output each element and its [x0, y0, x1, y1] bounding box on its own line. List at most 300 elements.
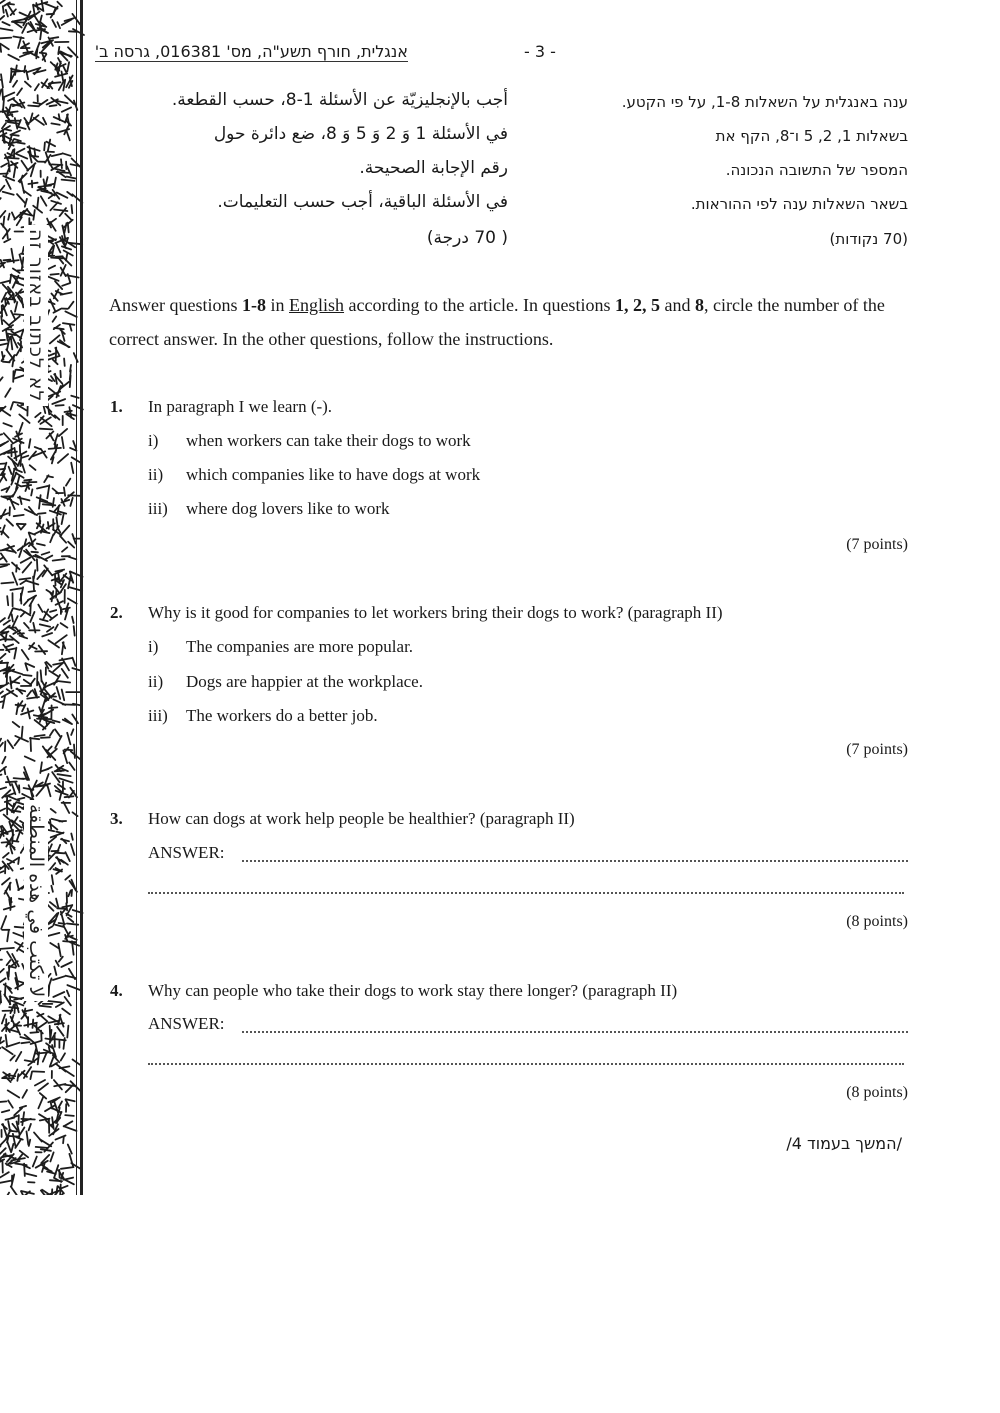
margin-stroke	[71, 834, 73, 840]
margin-stroke	[65, 997, 71, 1006]
margin-stroke	[57, 1027, 64, 1036]
arabic-line-1: أجب بالإنجليزيّة عن الأسئلة 1-8، حسب القطعة.	[171, 90, 508, 110]
margin-stroke	[67, 62, 69, 71]
margin-stroke	[63, 66, 66, 73]
margin-stroke	[9, 966, 10, 977]
margin-stroke	[39, 495, 41, 508]
margin-stroke	[14, 294, 15, 303]
margin-stroke	[1, 164, 7, 167]
margin-stroke	[64, 487, 65, 495]
margin-stroke	[7, 519, 14, 525]
margin-stroke	[10, 677, 11, 688]
margin-stroke	[48, 747, 52, 751]
margin-stroke	[7, 1142, 11, 1152]
margin-stroke	[0, 743, 3, 751]
margin-stroke	[5, 800, 11, 802]
margin-stroke	[50, 299, 55, 310]
margin-stroke	[18, 127, 26, 129]
option-label[interactable]: i)	[148, 637, 159, 656]
margin-stroke	[51, 809, 56, 813]
margin-stroke	[52, 875, 53, 884]
margin-stroke	[0, 377, 3, 384]
margin-stroke	[36, 787, 43, 796]
intro-instructions	[109, 288, 909, 356]
margin-stroke	[53, 976, 65, 980]
margin-stroke	[22, 456, 28, 458]
margin-pattern	[0, 0, 86, 1195]
margin-stroke	[34, 1132, 42, 1141]
intro-text-3: according to the article. In questions	[344, 295, 615, 315]
intro-underlined-language: English	[289, 295, 345, 315]
margin-stroke	[0, 871, 4, 874]
margin-stroke	[20, 1106, 26, 1108]
margin-stroke	[61, 962, 72, 967]
hebrew-line-1: ענה באנגלית על השאלות 1-8, על פי הקטע.	[621, 93, 908, 111]
margin-stroke	[0, 343, 8, 346]
margin-stroke	[55, 281, 62, 289]
margin-stroke	[2, 123, 6, 128]
margin-stroke	[17, 831, 20, 841]
margin-stroke	[20, 454, 21, 466]
question-number: 4.	[110, 981, 123, 1000]
option-text: where dog lovers like to work	[186, 499, 390, 518]
margin-stroke	[47, 785, 50, 796]
margin-stroke	[1, 916, 6, 929]
margin-stroke	[22, 181, 25, 193]
arabic-line-4: في الأسئلة الباقية، أجب حسب التعليمات.	[217, 192, 508, 212]
margin-stroke	[59, 778, 72, 782]
margin-stroke	[68, 1145, 72, 1154]
margin-stroke	[67, 991, 69, 997]
margin-stroke	[33, 1157, 37, 1167]
margin-stroke	[0, 787, 6, 790]
margin-stroke	[2, 878, 10, 884]
margin-stroke	[0, 44, 1, 52]
question-number: 1.	[110, 397, 123, 416]
margin-stroke	[36, 1147, 48, 1148]
margin-stroke	[8, 1090, 20, 1097]
margin-stroke	[66, 479, 70, 486]
margin-stroke	[42, 633, 52, 636]
margin-stroke	[0, 663, 8, 664]
margin-stroke	[41, 670, 42, 681]
margin-stroke	[55, 736, 61, 748]
arabic-line-3: رقم الإجابة الصحيحة.	[359, 158, 508, 178]
margin-stroke	[8, 740, 14, 748]
margin-stroke	[72, 205, 73, 213]
margin-stroke	[62, 72, 64, 82]
margin-stroke	[44, 565, 52, 575]
margin-stroke	[0, 992, 1, 1003]
margin-stroke	[28, 106, 39, 107]
margin-stroke	[20, 636, 28, 639]
margin-stroke	[50, 105, 57, 106]
margin-stroke	[11, 337, 13, 350]
option-text: The companies are more popular.	[186, 637, 414, 656]
margin-stroke	[2, 1015, 5, 1024]
margin-stroke	[38, 605, 42, 612]
margin-stroke	[57, 2, 62, 7]
margin-stroke	[11, 68, 12, 82]
option-text: which companies like to have dogs at work	[186, 465, 481, 484]
margin-stroke	[63, 153, 71, 156]
margin-stroke	[23, 562, 32, 572]
margin-stroke	[10, 847, 12, 854]
margin-stroke	[62, 669, 68, 678]
margin-stroke	[0, 775, 1, 777]
margin-stroke	[47, 485, 49, 498]
margin-stroke	[3, 98, 4, 112]
margin-stroke	[62, 547, 67, 551]
margin-stroke	[60, 1185, 61, 1196]
margin-stroke	[73, 658, 76, 666]
margin-strip	[0, 0, 86, 1195]
margin-stroke	[48, 1001, 62, 1003]
continued-note: /המשך בעמוד 4/	[786, 1134, 902, 1153]
margin-stroke	[66, 976, 76, 978]
margin-stroke	[12, 671, 22, 674]
margin-stroke	[64, 1121, 73, 1126]
margin-stroke	[11, 142, 19, 143]
margin-stroke	[53, 559, 65, 561]
margin-stroke	[0, 978, 6, 983]
margin-stroke	[22, 1112, 24, 1125]
margin-stroke	[55, 853, 64, 854]
margin-stroke	[17, 1074, 18, 1081]
margin-stroke	[66, 131, 69, 141]
margin-stroke	[14, 149, 15, 157]
answer-label: ANSWER:	[148, 843, 225, 862]
margin-stroke	[28, 709, 30, 719]
margin-stroke	[0, 434, 2, 436]
option-label[interactable]: i)	[148, 431, 159, 450]
margin-stroke	[50, 434, 54, 441]
arabic-line-2: في الأسئلة 1 وَ 2 وَ 5 وَ 8، ضع دائرة حول	[213, 124, 508, 144]
question-points: (7 points)	[846, 536, 908, 553]
margin-stroke	[58, 681, 70, 682]
hebrew-line-4: בשאר השאלות ענה לפי ההוראות.	[690, 195, 908, 213]
answer-line-1[interactable]	[242, 860, 908, 862]
margin-stroke	[31, 489, 32, 495]
margin-stroke	[56, 635, 67, 643]
margin-stroke	[54, 1165, 58, 1178]
margin-stroke	[71, 463, 73, 473]
margin-stroke	[33, 210, 34, 220]
option-label[interactable]: ii)	[148, 465, 164, 484]
margin-stroke	[10, 1056, 14, 1061]
margin-stroke	[67, 166, 71, 175]
margin-stroke	[38, 1023, 46, 1029]
margin-stroke	[47, 627, 54, 632]
margin-stroke	[74, 745, 75, 759]
margin-stroke	[51, 258, 63, 259]
margin-stroke	[24, 66, 25, 72]
margin-stroke	[0, 809, 5, 814]
option-label[interactable]: iii)	[148, 706, 168, 725]
margin-stroke	[62, 690, 64, 701]
option-text: when workers can take their dogs to work	[186, 431, 471, 450]
margin-stroke	[50, 1152, 53, 1161]
margin-stroke	[71, 396, 78, 398]
margin-stroke	[3, 532, 9, 538]
margin-stroke	[51, 274, 59, 275]
margin-stroke	[58, 454, 68, 463]
margin-stroke	[4, 906, 15, 909]
margin-stroke	[38, 513, 46, 514]
margin-stroke	[22, 650, 29, 660]
margin-stroke	[24, 788, 34, 790]
margin-stroke	[49, 354, 55, 356]
margin-stroke	[50, 902, 56, 907]
margin-stroke	[0, 948, 14, 949]
margin-stroke	[3, 176, 14, 181]
question-number: 2.	[110, 603, 123, 622]
answer-line-2[interactable]	[148, 1063, 904, 1065]
intro-bold-last: 8	[694, 295, 704, 315]
margin-stroke	[5, 983, 6, 996]
hebrew-points: (70 נקודות)	[829, 230, 908, 248]
margin-stroke	[7, 802, 12, 806]
margin-stroke	[7, 596, 8, 605]
margin-stroke	[57, 687, 61, 699]
margin-stroke	[8, 55, 19, 60]
margin-stroke	[56, 348, 57, 362]
margin-stroke	[54, 328, 63, 329]
margin-stroke	[24, 623, 29, 628]
margin-arabic-note: لا تكتب في هذه المنطقة	[24, 800, 48, 1001]
margin-stroke	[49, 448, 61, 449]
margin-stroke	[31, 738, 32, 751]
margin-stroke	[16, 1052, 21, 1061]
margin-stroke	[60, 793, 62, 800]
margin-stroke	[5, 1076, 11, 1082]
margin-stroke	[35, 447, 41, 449]
margin-stroke	[38, 1096, 43, 1108]
margin-stroke	[17, 194, 26, 204]
margin-stroke	[8, 122, 19, 124]
option-text: The workers do a better job.	[186, 706, 378, 725]
margin-stroke	[6, 180, 11, 189]
margin-stroke	[12, 841, 18, 842]
margin-stroke	[0, 565, 7, 567]
question-points: (8 points)	[846, 913, 908, 930]
margin-stroke	[62, 513, 64, 524]
margin-stroke	[53, 317, 57, 322]
margin-stroke	[64, 359, 65, 366]
margin-stroke	[58, 47, 59, 54]
margin-stroke	[67, 733, 70, 744]
question-points: (8 points)	[846, 1084, 908, 1101]
margin-stroke	[3, 192, 14, 195]
margin-stroke	[74, 626, 75, 636]
margin-stroke	[13, 37, 23, 39]
margin-stroke	[7, 930, 9, 941]
margin-stroke	[4, 768, 5, 774]
margin-stroke	[49, 985, 50, 995]
margin-stroke	[58, 845, 61, 851]
margin-stroke	[48, 522, 49, 529]
margin-stroke	[60, 208, 66, 216]
margin-stroke	[35, 84, 39, 90]
margin-stroke	[30, 738, 39, 739]
margin-stroke	[18, 37, 21, 48]
margin-stroke	[9, 467, 12, 474]
margin-stroke	[55, 729, 60, 736]
margin-stroke	[10, 1005, 14, 1014]
margin-stroke	[49, 266, 56, 269]
margin-stroke	[17, 149, 25, 153]
margin-border-line-inner	[76, 0, 77, 1195]
margin-stroke	[22, 485, 32, 486]
margin-stroke	[20, 580, 26, 584]
margin-stroke	[64, 1038, 65, 1049]
margin-stroke	[41, 196, 47, 205]
margin-stroke	[49, 707, 57, 708]
margin-stroke	[7, 952, 11, 958]
margin-stroke	[11, 1187, 19, 1196]
margin-stroke	[59, 1101, 62, 1107]
margin-stroke	[38, 1083, 48, 1090]
margin-stroke	[56, 1186, 57, 1193]
margin-stroke	[2, 757, 5, 764]
intro-text-4: and	[659, 295, 695, 315]
margin-stroke	[68, 890, 70, 896]
margin-stroke	[8, 214, 9, 220]
margin-stroke	[41, 1149, 51, 1151]
margin-stroke	[52, 1189, 53, 1195]
margin-stroke	[61, 1167, 74, 1169]
margin-stroke	[65, 852, 69, 861]
option-label[interactable]: iii)	[148, 499, 168, 518]
margin-stroke	[4, 260, 11, 261]
margin-stroke	[43, 118, 46, 124]
margin-stroke	[62, 437, 64, 448]
margin-stroke	[6, 1043, 19, 1047]
question-number: 3.	[110, 809, 123, 828]
margin-stroke	[18, 633, 24, 634]
margin-stroke	[7, 777, 10, 786]
margin-stroke	[52, 20, 56, 27]
margin-stroke	[6, 782, 17, 783]
margin-stroke	[24, 600, 29, 605]
margin-stroke	[12, 135, 18, 136]
margin-stroke	[35, 1053, 48, 1054]
margin-stroke	[26, 581, 38, 585]
margin-stroke	[65, 1115, 74, 1116]
margin-stroke	[0, 0, 5, 5]
margin-stroke	[21, 612, 25, 616]
margin-stroke	[57, 22, 60, 28]
margin-stroke	[34, 118, 44, 125]
intro-bold-range: 1-8	[242, 295, 266, 315]
margin-stroke	[1, 281, 10, 283]
margin-stroke	[12, 614, 13, 621]
margin-stroke	[48, 1021, 58, 1023]
margin-stroke	[15, 65, 17, 75]
margin-stroke	[70, 498, 72, 506]
margin-stroke	[58, 774, 71, 776]
margin-stroke	[8, 1121, 10, 1130]
arabic-points: ( 70 درجة)	[426, 228, 508, 248]
margin-stroke	[2, 22, 9, 25]
question-text: Why is it good for companies to let workers bring their dogs to work? (paragraph II)	[148, 603, 723, 622]
margin-stroke	[37, 544, 45, 546]
margin-stroke	[54, 178, 56, 188]
margin-stroke	[60, 1066, 70, 1068]
answer-line-2[interactable]	[148, 892, 904, 894]
margin-stroke	[13, 722, 20, 727]
margin-stroke	[68, 918, 73, 922]
margin-stroke	[37, 198, 38, 209]
margin-stroke	[61, 623, 68, 628]
margin-stroke	[37, 559, 38, 571]
margin-stroke	[15, 739, 20, 746]
option-label[interactable]: ii)	[148, 672, 164, 691]
margin-stroke	[59, 429, 67, 436]
margin-stroke	[54, 967, 56, 975]
margin-stroke	[13, 608, 20, 610]
margin-stroke	[14, 778, 24, 779]
margin-stroke	[1, 582, 13, 583]
margin-stroke	[29, 439, 31, 448]
margin-stroke	[28, 183, 37, 184]
margin-stroke	[35, 413, 40, 417]
margin-stroke	[62, 1009, 70, 1015]
margin-stroke	[40, 619, 48, 621]
margin-stroke	[42, 699, 46, 711]
margin-stroke	[33, 1071, 45, 1072]
margin-stroke	[62, 180, 75, 181]
margin-stroke	[24, 1164, 25, 1176]
margin-stroke	[45, 4, 58, 9]
margin-stroke	[71, 844, 75, 855]
margin-border-line	[80, 0, 83, 1195]
margin-stroke	[72, 890, 73, 896]
margin-stroke	[0, 557, 3, 561]
margin-stroke	[3, 423, 11, 426]
margin-stroke	[0, 618, 5, 624]
margin-stroke	[70, 376, 71, 388]
margin-stroke	[31, 552, 38, 553]
margin-stroke	[12, 1144, 14, 1151]
question-text: Why can people who take their dogs to work stay there longer? (paragraph II)	[148, 981, 678, 1000]
margin-stroke	[2, 1110, 9, 1112]
margin-stroke	[64, 251, 73, 256]
margin-stroke	[71, 729, 73, 735]
margin-stroke	[69, 1154, 73, 1167]
margin-stroke	[56, 517, 57, 526]
margin-stroke	[27, 1131, 29, 1144]
margin-stroke	[12, 22, 25, 23]
margin-stroke	[12, 336, 18, 348]
margin-stroke	[65, 750, 72, 751]
margin-stroke	[40, 31, 41, 39]
margin-stroke	[0, 969, 4, 978]
margin-stroke	[0, 90, 1, 100]
margin-stroke	[6, 1035, 8, 1047]
margin-stroke	[63, 323, 75, 325]
margin-stroke	[54, 169, 65, 172]
margin-stroke	[39, 646, 45, 655]
margin-stroke	[50, 610, 56, 612]
margin-stroke	[65, 796, 74, 797]
margin-stroke	[47, 476, 53, 477]
margin-stroke	[67, 115, 69, 126]
margin-stroke	[2, 1047, 13, 1054]
answer-line-1[interactable]	[242, 1031, 908, 1033]
margin-stroke	[65, 875, 70, 879]
margin-stroke	[38, 682, 42, 692]
